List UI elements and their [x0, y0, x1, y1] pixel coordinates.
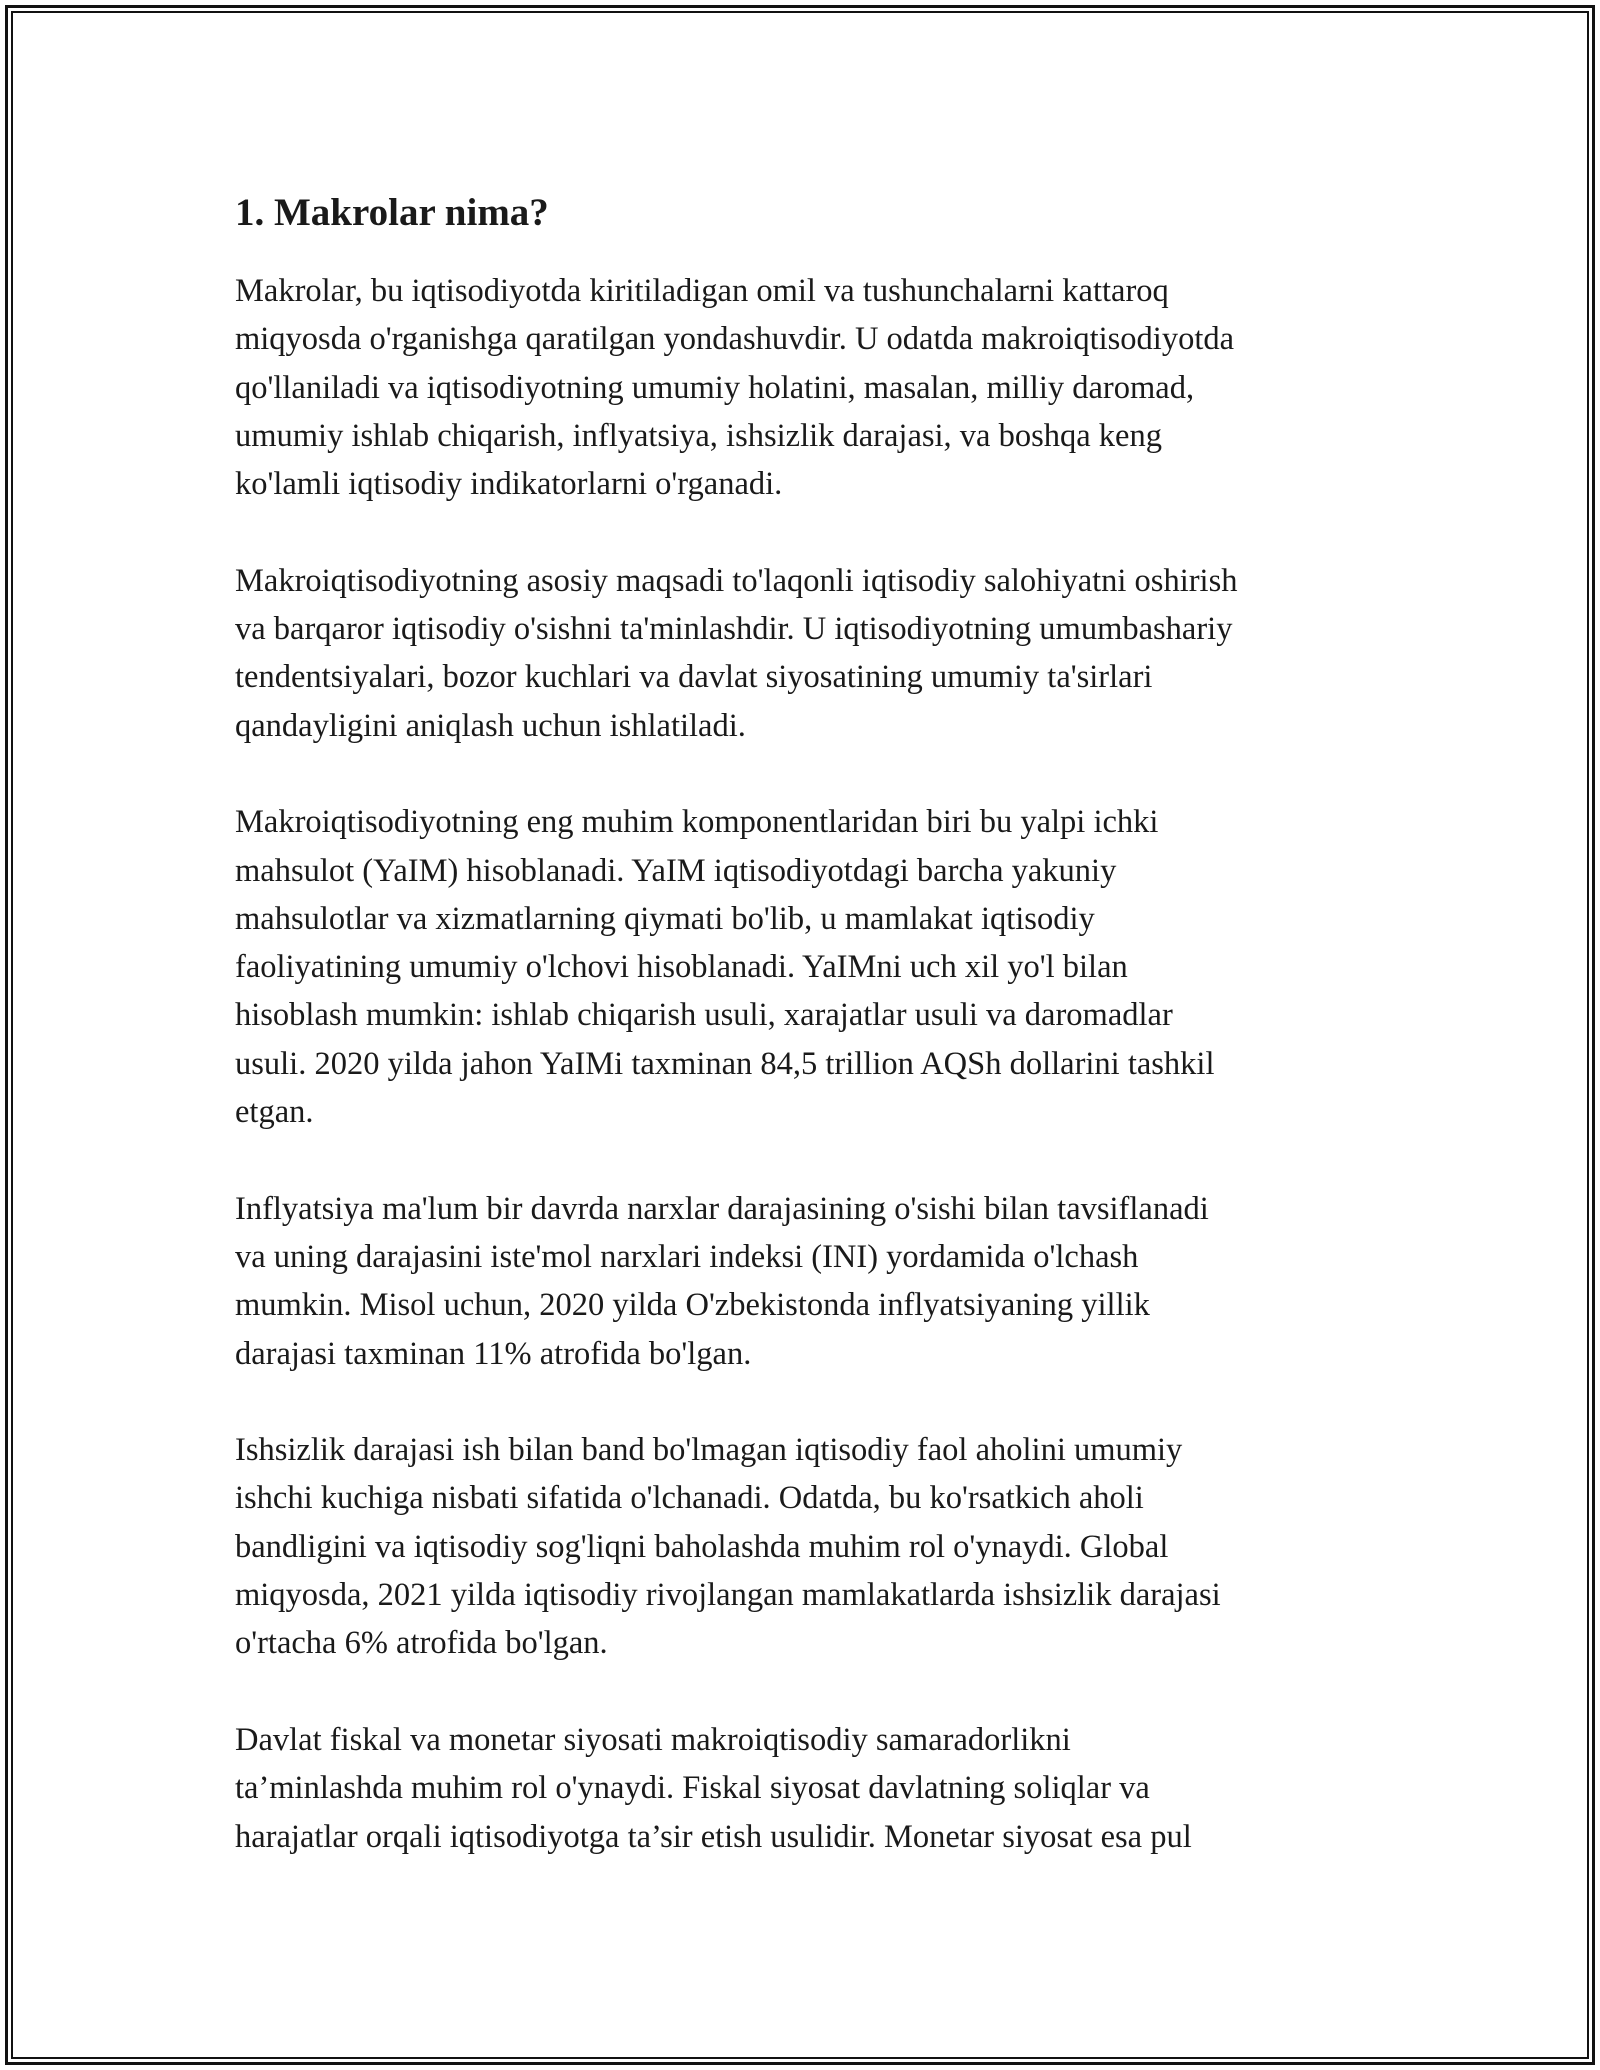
- paragraph-line: usuli. 2020 yilda jahon YaIMi taxminan 84,5 trillion AQSh dollarini tashkil: [235, 1045, 1215, 1082]
- paragraph-line: Inflyatsiya ma'lum bir davrda narxlar darajasining o'sishi bilan tavsiflanadi: [235, 1190, 1209, 1227]
- paragraph-line: Makroiqtisodiyotning asosiy maqsadi to'laqonli iqtisodiy salohiyatni oshirish: [235, 562, 1238, 599]
- paragraph-1: [235, 267, 1385, 508]
- paragraph-line: va uning darajasini iste'mol narxlari indeksi (INI) yordamida o'lchash: [235, 1238, 1139, 1275]
- paragraph-line: qandayligini aniqlash uchun ishlatiladi.: [235, 707, 746, 744]
- paragraph-line: etgan.: [235, 1094, 314, 1131]
- paragraph-line: ko'lamli iqtisodiy indikatorlarni o'rganadi.: [235, 466, 783, 503]
- paragraph-line: mumkin. Misol uchun, 2020 yilda O'zbekistonda inflyatsiyaning yillik: [235, 1287, 1150, 1324]
- paragraph-line: Davlat fiskal va monetar siyosati makroiqtisodiy samaradorlikni: [235, 1721, 1071, 1758]
- paragraph-2: [235, 557, 1385, 750]
- paragraph-line: ta’minlashda muhim rol o'ynaydi. Fiskal siyosat davlatning soliqlar va: [235, 1770, 1150, 1807]
- paragraph-line: hisoblash mumkin: ishlab chiqarish usuli, xarajatlar usuli va daromadlar: [235, 997, 1173, 1034]
- paragraph-line: mahsulotlar va xizmatlarning qiymati bo'lib, u mamlakat iqtisodiy: [235, 900, 1095, 937]
- paragraph-line: miqyosda, 2021 yilda iqtisodiy rivojlangan mamlakatlarda ishsizlik darajasi: [235, 1577, 1221, 1614]
- paragraph-line: faoliyatining umumiy o'lchovi hisoblanadi. YaIMni uch xil yo'l bilan: [235, 949, 1128, 986]
- document-body: [235, 185, 1385, 1909]
- paragraph-line: bandligini va iqtisodiy sog'liqni baholashda muhim rol o'ynaydi. Global: [235, 1528, 1169, 1565]
- paragraph-line: miqyosda o'rganishga qaratilgan yondashuvdir. U odatda makroiqtisodiyotda: [235, 321, 1235, 358]
- section-heading: 1. Makrolar nima?: [235, 191, 549, 234]
- paragraph-line: umumiy ishlab chiqarish, inflyatsiya, ishsizlik darajasi, va boshqa keng: [235, 417, 1162, 454]
- paragraph-6: [235, 1716, 1385, 1861]
- paragraph-5: [235, 1426, 1385, 1667]
- paragraph-line: Makroiqtisodiyotning eng muhim komponentlaridan biri bu yalpi ichki: [235, 804, 1159, 841]
- paragraph-line: harajatlar orqali iqtisodiyotga ta’sir etish usulidir. Monetar siyosat esa pul: [235, 1818, 1192, 1855]
- paragraph-3: [235, 798, 1385, 1136]
- paragraph-line: qo'llaniladi va iqtisodiyotning umumiy holatini, masalan, milliy daromad,: [235, 369, 1195, 406]
- paragraph-line: mahsulot (YaIM) hisoblanadi. YaIM iqtisodiyotdagi barcha yakuniy: [235, 852, 1117, 889]
- paragraph-4: [235, 1185, 1385, 1378]
- paragraph-line: Makrolar, bu iqtisodiyotda kiritiladigan omil va tushunchalarni kattaroq: [235, 273, 1169, 309]
- paragraph-line: o'rtacha 6% atrofida bo'lgan.: [235, 1625, 608, 1662]
- paragraph-line: darajasi taxminan 11% atrofida bo'lgan.: [235, 1335, 752, 1372]
- paragraph-line: va barqaror iqtisodiy o'sishni ta'minlashdir. U iqtisodiyotning umumbashariy: [235, 611, 1233, 648]
- paragraph-line: tendentsiyalari, bozor kuchlari va davlat siyosatining umumiy ta'sirlari: [235, 659, 1153, 696]
- paragraph-line: ishchi kuchiga nisbati sifatida o'lchanadi. Odatda, bu ko'rsatkich aholi: [235, 1480, 1144, 1517]
- paragraph-line: Ishsizlik darajasi ish bilan band bo'lmagan iqtisodiy faol aholini umumiy: [235, 1432, 1183, 1469]
